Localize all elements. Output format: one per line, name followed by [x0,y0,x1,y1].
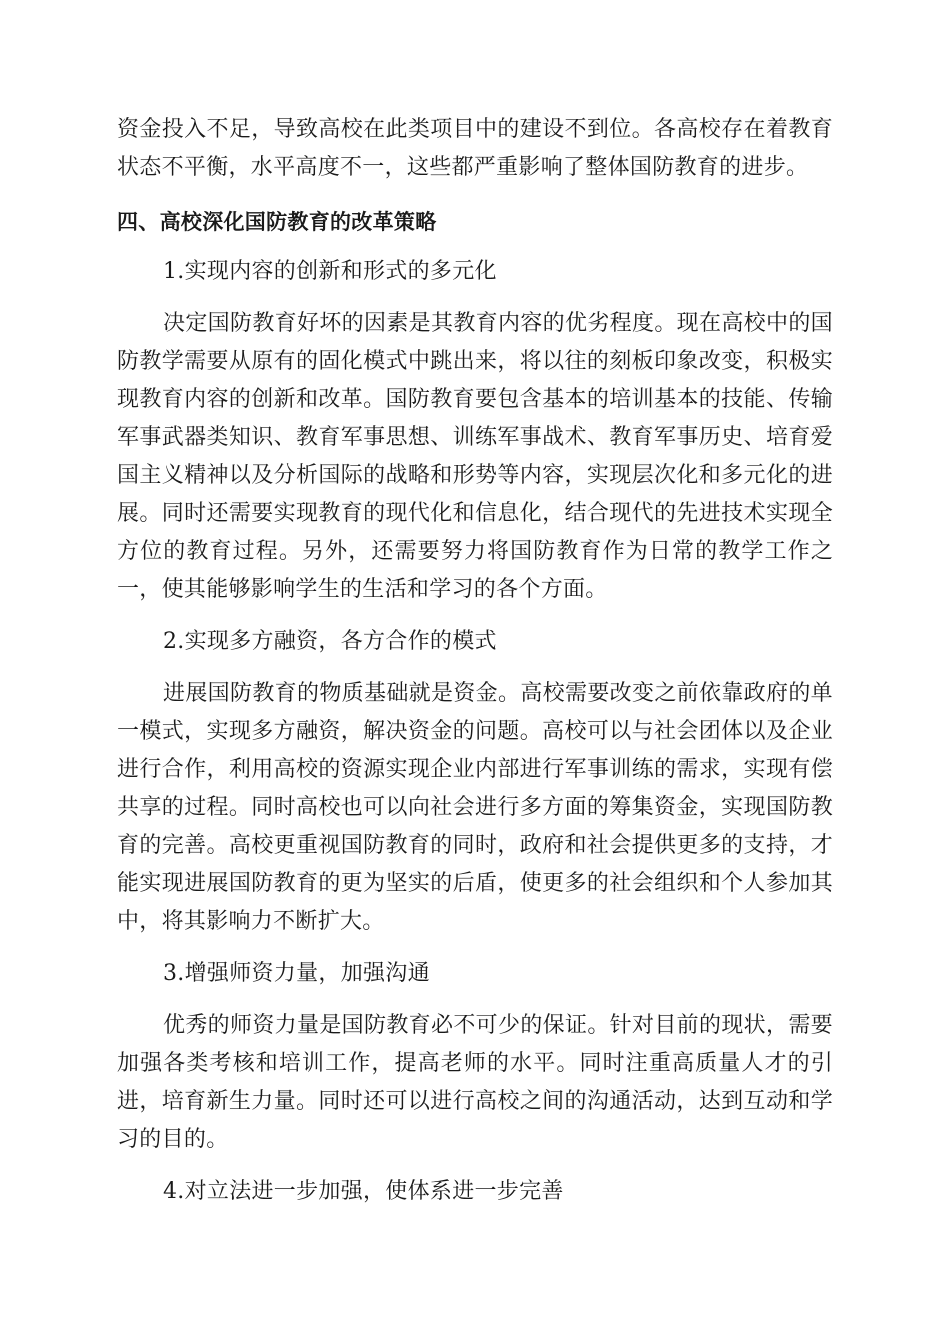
subsection-2-title: 2.实现多方融资，各方合作的模式 [163,629,497,654]
subsection-1-title: 1.实现内容的创新和形式的多元化 [163,259,497,284]
document-body [117,111,833,1211]
subsection-3-title: 3.增强师资力量，加强沟通 [163,961,430,986]
intro-paragraph: 资金投入不足，导致高校在此类项目中的建设不到位。各高校存在着教育状态不平衡，水平高度不一，这些都严重影响了整体国防教育的进步。 [117,117,833,180]
subsection-3-body: 优秀的师资力量是国防教育必不可少的保证。针对目前的现状，需要加强各类考核和培训工作，提高老师的水平。同时注重高质量人才的引进，培育新生力量。同时还可以进行高校之间的沟通活动，达到互动和学习的目的。 [117,1013,833,1152]
subsection-1-body: 决定国防教育好坏的因素是其教育内容的优劣程度。现在高校中的国防教学需要从原有的固化模式中跳出来，将以往的刻板印象改变，积极实现教育内容的创新和改革。国防教育要包含基本的培训基本的技能、传输军事武器类知识、教育军事思想、训练军事战术、教育军事历史、培育爱国主义精神以及分析国际的战略和形势等内容，实现层次化和多元化的进展。同时还需要实现教育的现代化和信息化，结合现代的先进技术实现全方位的教育过程。另外，还需要努力将国防教育作为日常的教学工作之一，使其能够影响学生的生活和学习的各个方面。 [117,311,833,602]
section-heading: 四、高校深化国防教育的改革策略 [117,210,437,234]
subsection-2-body: 进展国防教育的物质基础就是资金。高校需要改变之前依靠政府的单一模式，实现多方融资，解决资金的问题。高校可以与社会团体以及企业进行合作，利用高校的资源实现企业内部进行军事训练的需求，实现有偿共享的过程。同时高校也可以向社会进行多方面的筹集资金，实现国防教育的完善。高校更重视国防教育的同时，政府和社会提供更多的支持，才能实现进展国防教育的更为坚实的后盾，使更多的社会组织和个人参加其中，将其影响力不断扩大。 [117,681,833,934]
subsection-4-title: 4.对立法进一步加强，使体系进一步完善 [163,1179,564,1204]
